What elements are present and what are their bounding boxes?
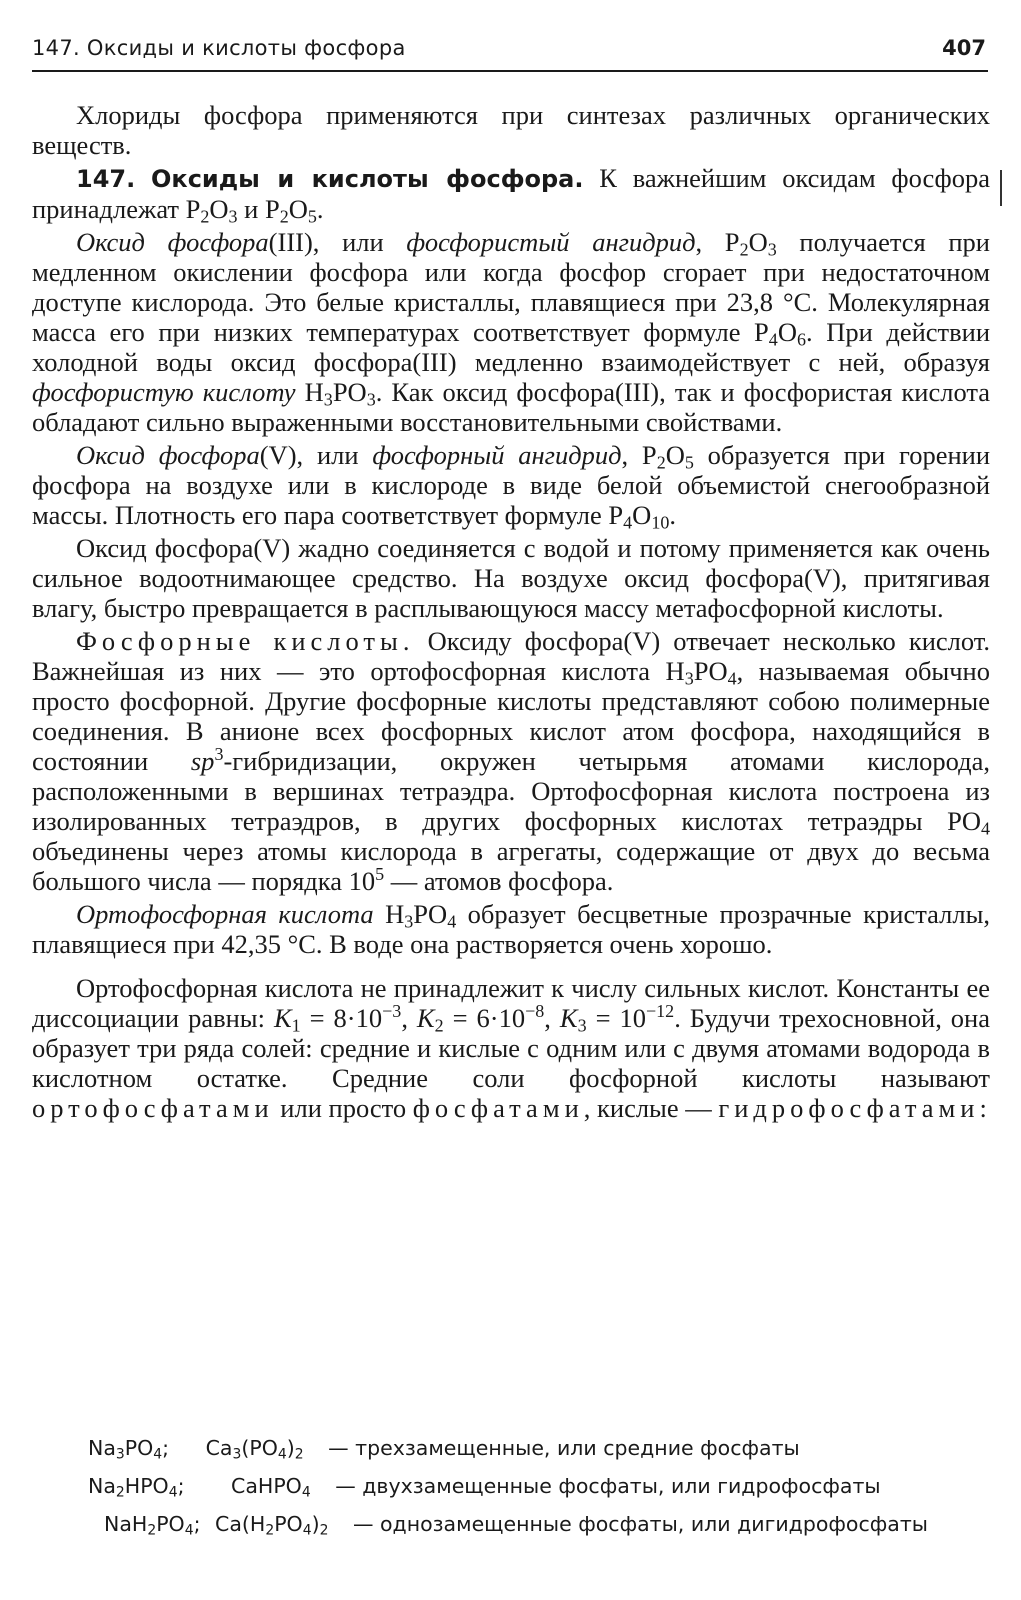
section-title: Оксиды и кислоты фосфора. — [151, 165, 584, 193]
page-number: 407 — [942, 36, 986, 60]
paragraph: Оксид фосфора(V), или фосфорный ангидрид, $P_2O_5$ образуется при горении фосфора на воздухе или в кислороде в виде белой объемистой снегообразной массы. Плотность его пара соответствует формуле $P_4O_{10}$. — [32, 440, 991, 533]
salt-formula: $NaH_2PO_4$; — [104, 1512, 201, 1539]
body-text — [32, 100, 990, 1123]
paragraph: Ортофосфорная кислота $H_3PO_4$ образует бесцветные прозрачные кристаллы, плавящиеся при 42,35 °C. В воде она растворяется очень хорошо. — [32, 899, 990, 959]
section-paragraph: 147. Оксиды и кислоты фосфора. К важнейшим оксидам фосфора принадлежат $P_2O_3$ и $P_2O_5$. — [32, 163, 990, 227]
term: фосфористую кислоту — [32, 377, 296, 407]
paragraph: Ортофосфорная кислота не принадлежит к числу сильных кислот. Константы ее диссоциации равны: $K_1 = 8\cdot 10^{-3}$, $K_2 = 6\cdot 10^{-8}$, $K_3 = 10^{-12}$. Будучи трехосновной, она образует три ряда солей: средние и кислые с одним или с двумя атомами водорода в кислотном остатке. Средние соли фосфорной кислоты называют ортофосфатами или просто фосфатами, кислые — гидрофосфатами: — [32, 973, 990, 1123]
spaced-term: ортофосфатами — [32, 1093, 274, 1123]
salt-description: — однозамещенные фосфаты, или дигидрофосфаты — [352, 1512, 928, 1536]
term: Ортофосфорная кислота — [76, 899, 374, 929]
term: Оксид фосфора — [76, 227, 269, 257]
term: фосфористый ангидрид — [406, 227, 696, 257]
section-number: 147. — [76, 165, 136, 193]
paragraph: Хлориды фосфора применяются при синтезах различных органических веществ. — [32, 100, 990, 160]
term: фосфорный ангидрид — [372, 440, 622, 470]
margin-mark — [1000, 170, 1002, 206]
salt-formula: $Ca_3(PO_4)_2$ — [205, 1436, 304, 1463]
table-row — [104, 1512, 928, 1539]
salt-formula: $Na_2HPO_4$; — [88, 1474, 185, 1501]
spaced-term: гидрофосфатами — [718, 1093, 980, 1123]
salt-description: — двухзамещенные фосфаты, или гидрофосфаты — [335, 1474, 881, 1498]
table-row — [88, 1474, 881, 1501]
page-header — [32, 30, 988, 72]
salt-description: — трехзамещенные, или средние фосфаты — [328, 1436, 800, 1460]
term: Оксид фосфора — [76, 440, 260, 470]
paragraph: Оксид фосфора(III), или фосфористый ангидрид, $P_2O_3$ получается при медленном окислении фосфора или когда фосфор сгорает при недостаточном доступе кислорода. Это белые кристаллы, плавящиеся при 23,8 °C. Молекулярная масса его при низких температурах соответствует формуле $P_4O_6$. При действии холодной воды оксид фосфора(III) медленно взаимодействует с ней, образуя фосфористую кислоту $H_3PO_3$. Как оксид фосфора(III), так и фосфористая кислота обладают сильно выраженными восстановительными свойствами. — [32, 227, 991, 437]
paragraph: Оксид фосфора(V) жадно соединяется с водой и потому применяется как очень сильное водоотнимающее средство. На воздухе оксид фосфора(V), притягивая влагу, быстро превращается в расплывающуюся массу метафосфорной кислоты. — [32, 533, 990, 623]
spaced-heading: Фосфорные кислоты. — [76, 626, 415, 656]
salt-formula: $Na_3PO_4$; — [88, 1436, 170, 1463]
salt-formula: CaHPO$_4$ — [231, 1474, 311, 1501]
salt-formula: $Ca(H_2PO_4)_2$ — [215, 1512, 329, 1539]
paragraph: Фосфорные кислоты. Оксиду фосфора(V) отвечает несколько кислот. Важнейшая из них — это ортофосфорная кислота $H_3PO_4$, называемая обычно просто фосфорной. Другие фосфорные кислоты представляют собою полимерные соединения. В анионе всех фосфорных кислот атом фосфора, находящийся в состоянии $sp^3$-гибридизации, окружен четырьмя атомами кислорода, расположенными в вершинах тетраэдра. Ортофосфорная кислота построена из изолированных тетраэдров, в других фосфорных кислотах тетраэдры $PO_4$ объединены через атомы кислорода в агрегаты, содержащие от двух до весьма большого числа — порядка $10^5$ — атомов фосфора. — [32, 626, 990, 896]
spaced-term: фосфатами — [412, 1093, 584, 1123]
running-title: 147. Оксиды и кислоты фосфора — [32, 36, 406, 60]
table-row — [88, 1436, 800, 1463]
